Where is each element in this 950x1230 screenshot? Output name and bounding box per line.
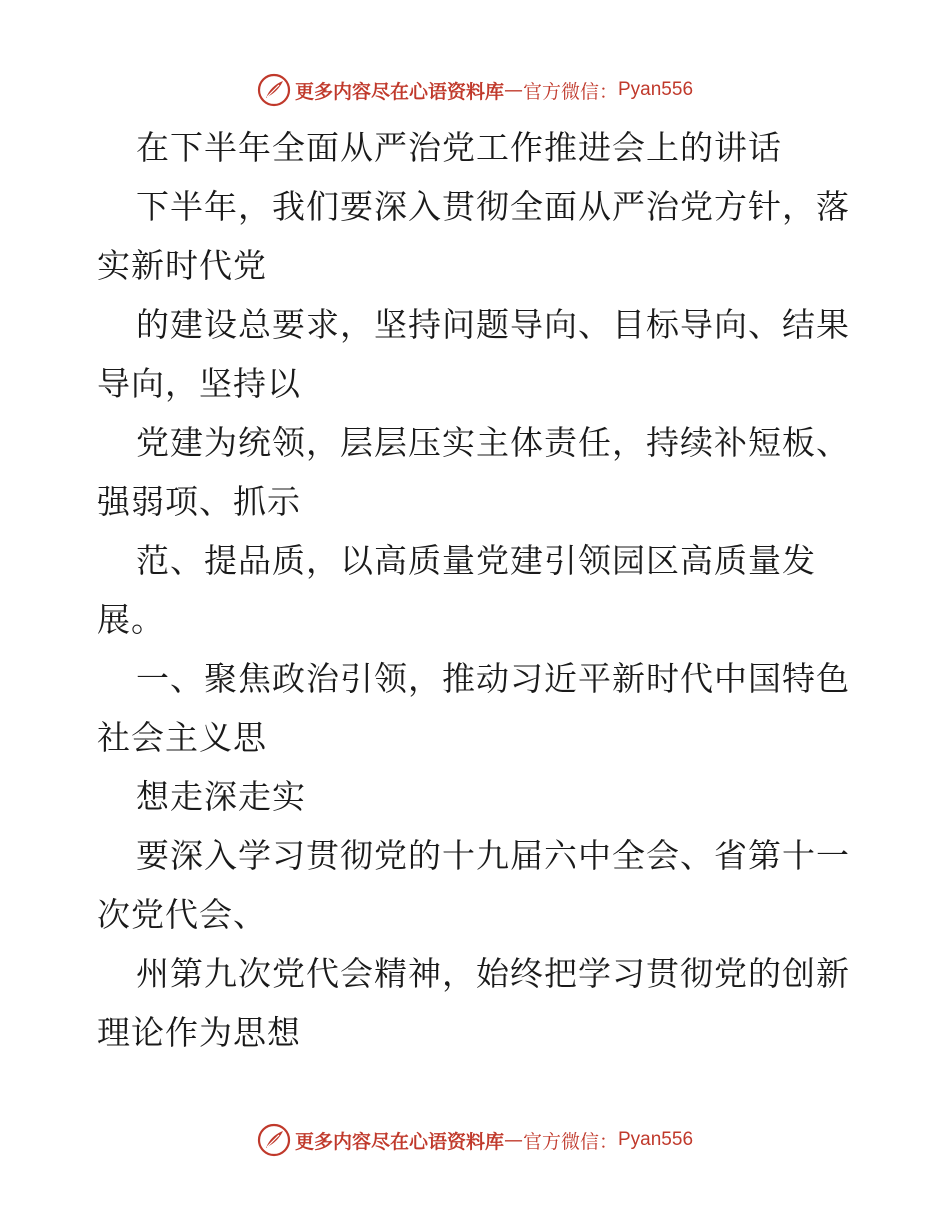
- section-heading: 一、聚焦政治引领，推动习近平新时代中国特色: [136, 659, 850, 698]
- paragraph-line: 次党代会、: [97, 895, 267, 934]
- watermark-brand-text: 更多内容尽在心语资料库: [294, 80, 504, 103]
- paragraph-line: 导向，坚持以: [97, 364, 301, 403]
- paragraph-line: 要深入学习贯彻党的十九届六中全会、省第十一: [136, 836, 850, 875]
- watermark-wechat-label: 官方微信：: [522, 1130, 618, 1153]
- document-body: [97, 118, 857, 1062]
- paragraph-line: 下半年，我们要深入贯彻全面从严治党方针，落: [136, 187, 850, 226]
- document-title: 在下半年全面从严治党工作推进会上的讲话: [136, 128, 782, 167]
- paragraph-line: 党建为统领，层层压实主体责任，持续补短板、: [136, 423, 850, 462]
- feather-seal-icon: [257, 1123, 291, 1157]
- header-watermark: [0, 70, 950, 110]
- section-heading: 社会主义思: [97, 718, 267, 757]
- paragraph-line: 展。: [97, 600, 165, 639]
- watermark-wechat-label: 官方微信：: [522, 80, 618, 103]
- watermark-wechat-account: Pyan556: [618, 1129, 694, 1150]
- paragraph-line: 理论作为思想: [97, 1013, 301, 1052]
- feather-seal-icon: [257, 73, 291, 107]
- watermark-brand-text: 更多内容尽在心语资料库: [294, 1130, 504, 1153]
- paragraph-line: 实新时代党: [97, 246, 267, 285]
- paragraph-line: 的建设总要求，坚持问题导向、目标导向、结果: [136, 305, 850, 344]
- watermark-wechat-account: Pyan556: [618, 79, 694, 100]
- paragraph-line: 强弱项、抓示: [97, 482, 301, 521]
- watermark-separator: —: [503, 79, 523, 101]
- footer-watermark: [0, 1120, 950, 1160]
- paragraph-line: 州第九次党代会精神，始终把学习贯彻党的创新: [136, 954, 850, 993]
- section-heading: 想走深走实: [136, 777, 306, 816]
- watermark-separator: —: [503, 1129, 523, 1151]
- paragraph-line: 范、提品质，以高质量党建引领园区高质量发: [136, 541, 816, 580]
